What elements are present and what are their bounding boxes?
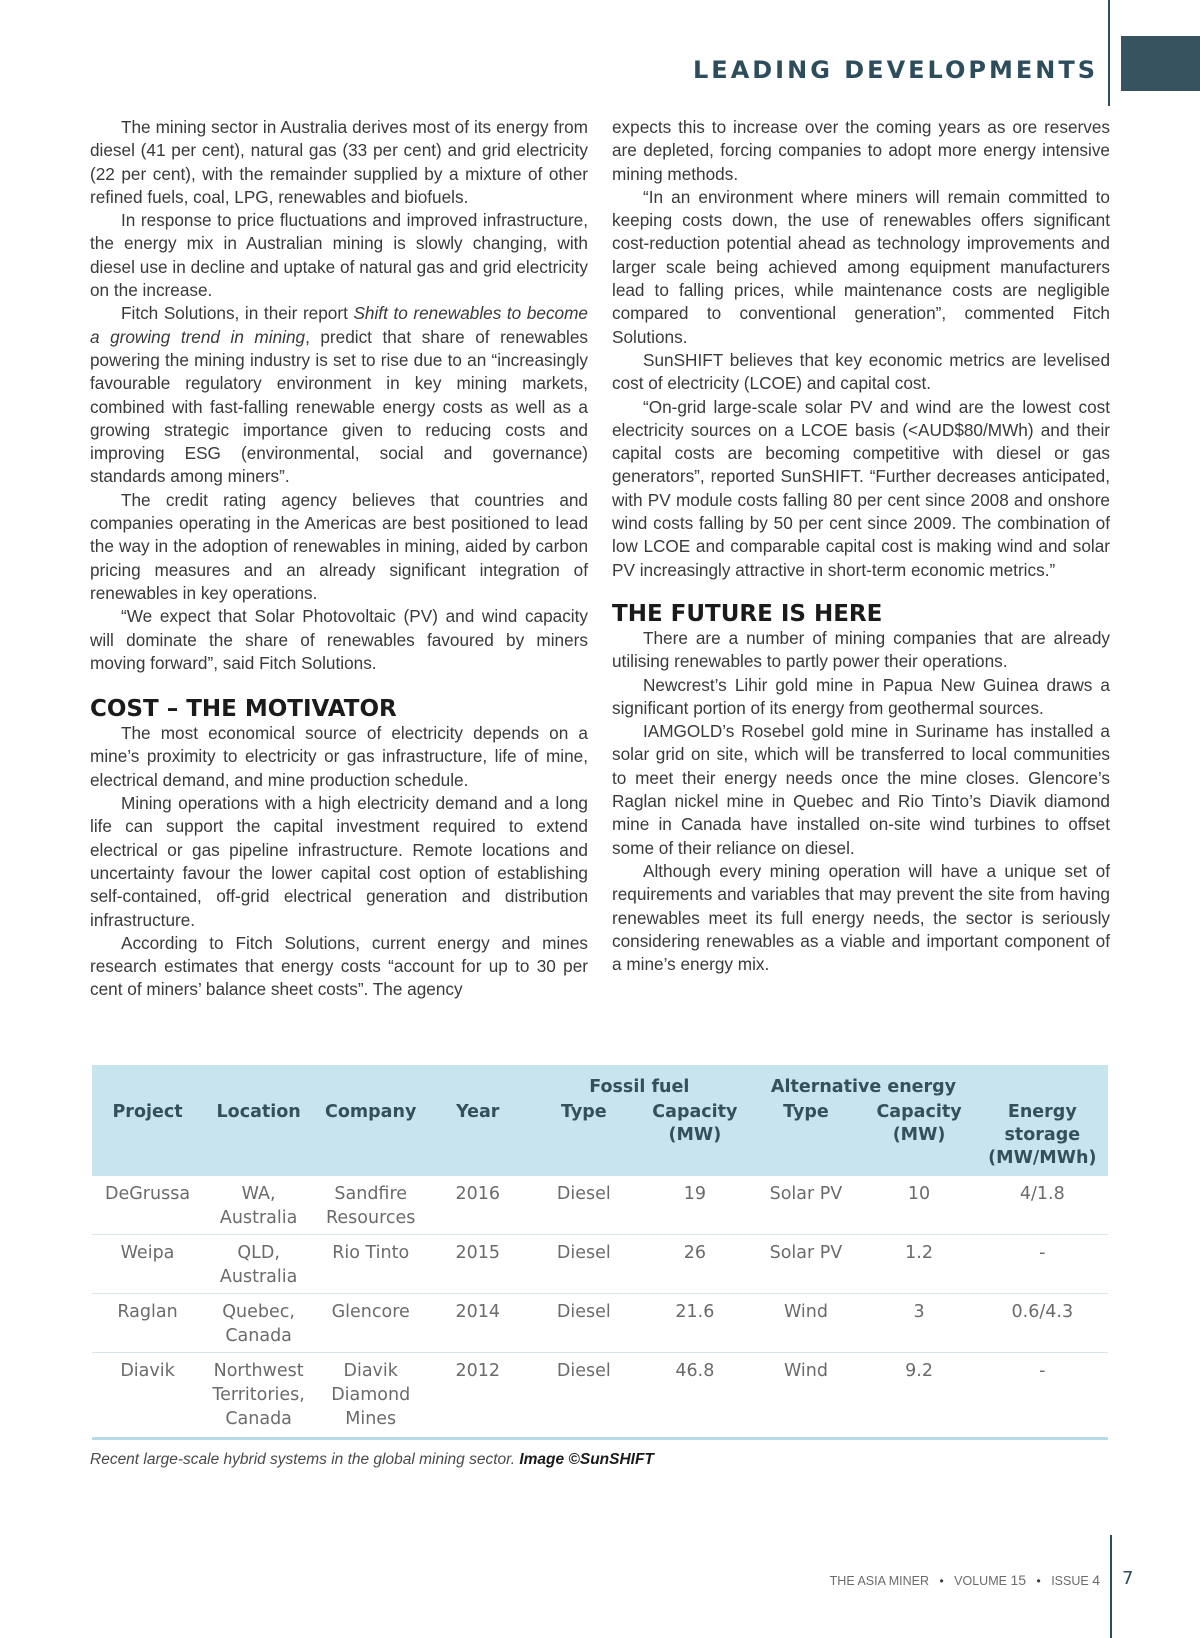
cell-fossil-capacity: 26 [639, 1235, 750, 1294]
cell-year: 2012 [427, 1353, 528, 1439]
left-column [90, 116, 588, 1002]
group-header-alternative: Alternative energy [750, 1065, 976, 1099]
table-row [92, 1353, 1108, 1439]
cell-location: Quebec, Canada [203, 1294, 314, 1353]
paragraph: Although every mining operation will have a unique set of requirements and variables that may prevent the site from having renewables meet its full energy needs, the sector is seriously considering renewables as a viable and important component of a mine’s energy mix. [612, 860, 1110, 975]
cell-alt-capacity: 10 [861, 1176, 976, 1235]
cell-year: 2016 [427, 1176, 528, 1235]
cell-year: 2014 [427, 1294, 528, 1353]
paragraph: The credit rating agency believes that countries and companies operating in the Americas are best positioned to lead the way in the adoption of renewables in mining, aided by carbon pricing measures and an already significant integration of renewables in key operations. [90, 489, 588, 603]
paragraph: Newcrest’s Lihir gold mine in Papua New Guinea draws a significant portion of its energy from geothermal sources. [612, 674, 1110, 718]
cell-alt-type: Wind [750, 1353, 861, 1439]
column-header-fossil-type: Type [528, 1099, 639, 1176]
cell-storage: - [977, 1235, 1108, 1294]
footer-divider [1110, 1535, 1112, 1638]
table-row [92, 1176, 1108, 1235]
paragraph: In response to price fluctuations and improved infrastructure, the energy mix in Australian mining is slowly changing, with diesel use in decline and uptake of natural gas and grid electricity on the increase. [90, 210, 588, 301]
section-heading-cost: COST – THE MOTIVATOR [90, 696, 397, 723]
paragraph: SunSHIFT believes that key economic metrics are levelised cost of electricity (LCOE) and capital cost. [612, 349, 1110, 394]
cell-alt-capacity: 3 [861, 1294, 976, 1353]
cell-alt-type: Solar PV [750, 1235, 861, 1294]
paragraph-text: Fitch Solutions, in their report [121, 303, 354, 324]
cell-alt-capacity: 9.2 [861, 1353, 976, 1439]
column-header-fossil-capacity: Capacity (MW) [639, 1099, 750, 1176]
section-heading-future: THE FUTURE IS HERE [612, 600, 883, 627]
cell-location: QLD, Australia [203, 1235, 314, 1294]
volume-number: 15 [1010, 1572, 1027, 1588]
volume-label: VOLUME [954, 1574, 1007, 1588]
column-header-alt-capacity: Capacity (MW) [861, 1099, 976, 1176]
cell-storage: 4/1.8 [977, 1176, 1108, 1235]
cell-fossil-type: Diesel [528, 1176, 639, 1235]
column-header-year: Year [427, 1099, 528, 1176]
cell-storage: 0.6/4.3 [977, 1294, 1108, 1353]
paragraph: The most economical source of electricity depends on a mine’s proximity to electricity or gas infrastructure, life of mine, electrical demand, and mine production schedule. [90, 723, 588, 790]
issue-number: 4 [1092, 1572, 1100, 1588]
paragraph: “In an environment where miners will remain committed to keeping costs down, the use of renewables offers significant cost-reduction potential ahead as technology improvements and larger scale being achieved among equipment manufacturers lead to falling prices, while maintenance costs are negligible compared to conventional generation”, commented Fitch Solutions. [612, 186, 1110, 347]
cell-alt-type: Wind [750, 1294, 861, 1353]
page-number: 7 [1122, 1568, 1134, 1589]
caption-text: Recent large-scale hybrid systems in the global mining sector. [90, 1451, 520, 1468]
cell-company: Diavik Diamond Mines [314, 1353, 427, 1439]
header-color-block [1121, 36, 1200, 91]
paragraph: IAMGOLD’s Rosebel gold mine in Suriname has installed a solar grid on site, which will be transferred to local communities to meet their energy needs once the mine closes. Glencore’s Raglan nickel mine in Quebec and Rio Tinto’s Diavik diamond mine in Canada have installed on-site wind turbines to offset some of their reliance on diesel. [612, 721, 1110, 858]
caption-credit: Image ©SunSHIFT [519, 1451, 654, 1468]
paragraph: There are a number of mining companies that are already utilising renewables to partly power their operations. [612, 627, 1110, 672]
cell-fossil-capacity: 21.6 [639, 1294, 750, 1353]
publication-name: THE ASIA MINER [829, 1574, 929, 1588]
hybrid-systems-table-image [92, 1065, 1108, 1440]
column-header-alt-type: Type [750, 1099, 861, 1176]
cell-company: Rio Tinto [314, 1235, 427, 1294]
cell-project: Diavik [92, 1353, 203, 1439]
paragraph: The mining sector in Australia derives most of its energy from diesel (41 per cent), natural gas (33 per cent) and grid electricity (22 per cent), with the remainder supplied by a mixture of other refined fuels, coal, LPG, renewables and biofuels. [90, 117, 588, 207]
right-column [612, 116, 1110, 976]
paragraph: expects this to increase over the coming years as ore reserves are depleted, forcing companies to adopt more energy intensive mining methods. [612, 117, 1110, 184]
report-title: Shift to renewables to become a growing trend in mining [90, 303, 588, 347]
table-caption [90, 1451, 654, 1469]
separator-dot: • [1036, 1574, 1041, 1588]
column-header-storage: Energy storage (MW/MWh) [977, 1099, 1108, 1176]
paragraph [90, 302, 588, 488]
table-row [92, 1235, 1108, 1294]
header-spacer [977, 1065, 1108, 1099]
cell-project: Raglan [92, 1294, 203, 1353]
hybrid-systems-table [92, 1065, 1108, 1440]
cell-company: Glencore [314, 1294, 427, 1353]
separator-dot: • [939, 1574, 944, 1588]
issue-label: ISSUE [1051, 1574, 1089, 1588]
cell-project: DeGrussa [92, 1176, 203, 1235]
paragraph: According to Fitch Solutions, current energy and mines research estimates that energy costs “account for up to 30 per cent of miners’ balance sheet costs”. The agency [90, 932, 588, 1000]
paragraph: “We expect that Solar Photovoltaic (PV) and wind capacity will dominate the share of renewables favoured by miners moving forward”, said Fitch Solutions. [90, 606, 588, 673]
cell-fossil-capacity: 46.8 [639, 1353, 750, 1439]
group-header-fossil: Fossil fuel [528, 1065, 750, 1099]
header-spacer [92, 1065, 528, 1099]
header-divider [1108, 0, 1110, 106]
cell-company: Sandfire Resources [314, 1176, 427, 1235]
column-header-project: Project [92, 1099, 203, 1176]
cell-location: Northwest Territories, Canada [203, 1353, 314, 1439]
paragraph-text: , predict that share of renewables powering the mining industry is set to rise due to an “increasingly favourable regulatory environment in key mining markets, combined with fast-falling renewable energy costs as well as a growing strategic importance given to reducing costs and improving ESG (environmental, social and governance) standards among miners”. [90, 326, 588, 487]
cell-year: 2015 [427, 1235, 528, 1294]
paragraph: “On-grid large-scale solar PV and wind are the lowest cost electricity sources on a LCOE basis (<AUD$80/MWh) and their capital costs are becoming competitive with diesel or gas generators”, reported SunSHIFT. “Further decreases anticipated, with PV module costs falling 80 per cent since 2008 and onshore wind costs falling by 50 per cent since 2009. The combination of low LCOE and comparable capital cost is making wind and solar PV increasingly attractive in short-term economic metrics.” [612, 396, 1110, 580]
cell-fossil-type: Diesel [528, 1353, 639, 1439]
cell-fossil-type: Diesel [528, 1235, 639, 1294]
footer [830, 1572, 1100, 1588]
cell-location: WA, Australia [203, 1176, 314, 1235]
table-row [92, 1294, 1108, 1353]
cell-alt-type: Solar PV [750, 1176, 861, 1235]
cell-fossil-capacity: 19 [639, 1176, 750, 1235]
cell-project: Weipa [92, 1235, 203, 1294]
cell-storage: - [977, 1353, 1108, 1439]
paragraph: Mining operations with a high electricity demand and a long life can support the capital investment required to extend electrical or gas pipeline infrastructure. Remote locations and uncertainty favour the lower capital cost option of establishing self-contained, off-grid electrical generation and distribution infrastructure. [90, 793, 588, 930]
cell-fossil-type: Diesel [528, 1294, 639, 1353]
column-header-location: Location [203, 1099, 314, 1176]
column-header-company: Company [314, 1099, 427, 1176]
section-title: LEADING DEVELOPMENTS [693, 56, 1098, 84]
cell-alt-capacity: 1.2 [861, 1235, 976, 1294]
